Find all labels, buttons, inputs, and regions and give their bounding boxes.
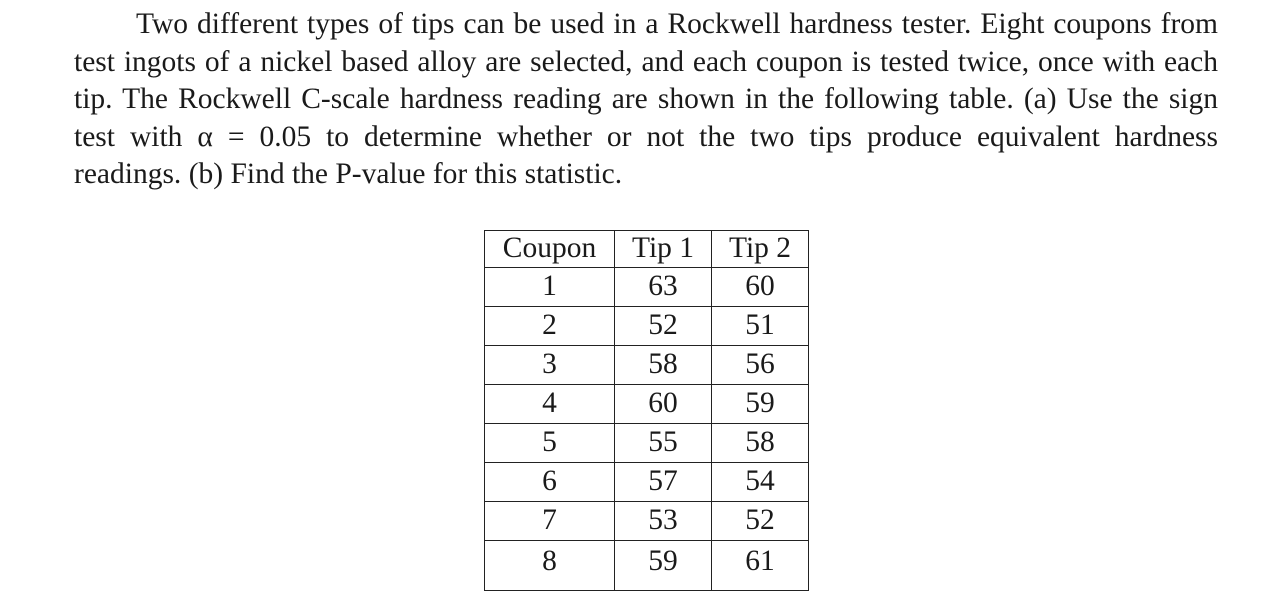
header-coupon: Coupon [485,231,615,268]
cell-coupon: 8 [485,541,615,591]
table-row [485,385,809,424]
cell-tip-1: 59 [615,541,712,591]
cell-tip-1: 52 [615,307,712,346]
alpha-symbol: α [197,120,213,153]
table-row [485,463,809,502]
header-tip-1: Tip 1 [615,231,712,268]
cell-tip-2: 60 [712,268,809,307]
table-row [485,502,809,541]
problem-sentence-3: The Rockwell C-scale hardness reading are shown in the following table. [122,83,1014,115]
cell-tip-2: 52 [712,502,809,541]
table-row [485,346,809,385]
cell-tip-2: 58 [712,424,809,463]
cell-tip-1: 63 [615,268,712,307]
cell-tip-2: 56 [712,346,809,385]
part-a-prefix: (a) Use the sign test with [74,83,1218,153]
cell-coupon: 2 [485,307,615,346]
cell-tip-1: 53 [615,502,712,541]
cell-coupon: 5 [485,424,615,463]
cell-tip-1: 60 [615,385,712,424]
cell-tip-2: 54 [712,463,809,502]
cell-tip-1: 57 [615,463,712,502]
cell-coupon: 1 [485,268,615,307]
part-b: (b) Find the P-value for this statistic. [188,158,623,190]
cell-coupon: 6 [485,463,615,502]
table-row [485,268,809,307]
cell-tip-1: 55 [615,424,712,463]
part-a-suffix: to determine whether or not the two tips produce equivalent hardness readings. [74,120,1219,190]
cell-coupon: 4 [485,385,615,424]
table-row [485,307,809,346]
cell-tip-1: 58 [615,346,712,385]
hardness-table [484,230,809,591]
cell-tip-2: 61 [712,541,809,591]
table-row [485,541,809,591]
problem-statement [74,6,1218,194]
cell-tip-2: 59 [712,385,809,424]
table-row [485,424,809,463]
header-tip-2: Tip 2 [712,231,809,268]
cell-tip-2: 51 [712,307,809,346]
problem-sentence-2: Eight coupons from test ingots of a nickel based alloy are selected, and each coupon is tested twice, once with each tip. [74,8,1218,115]
cell-coupon: 7 [485,502,615,541]
equals-sign: = [227,120,245,153]
cell-coupon: 3 [485,346,615,385]
table-header-row [485,231,809,268]
alpha-value: 0.05 [259,120,312,153]
problem-sentence-1: Two different types of tips can be used in a Rockwell hardness tester. [136,8,972,40]
